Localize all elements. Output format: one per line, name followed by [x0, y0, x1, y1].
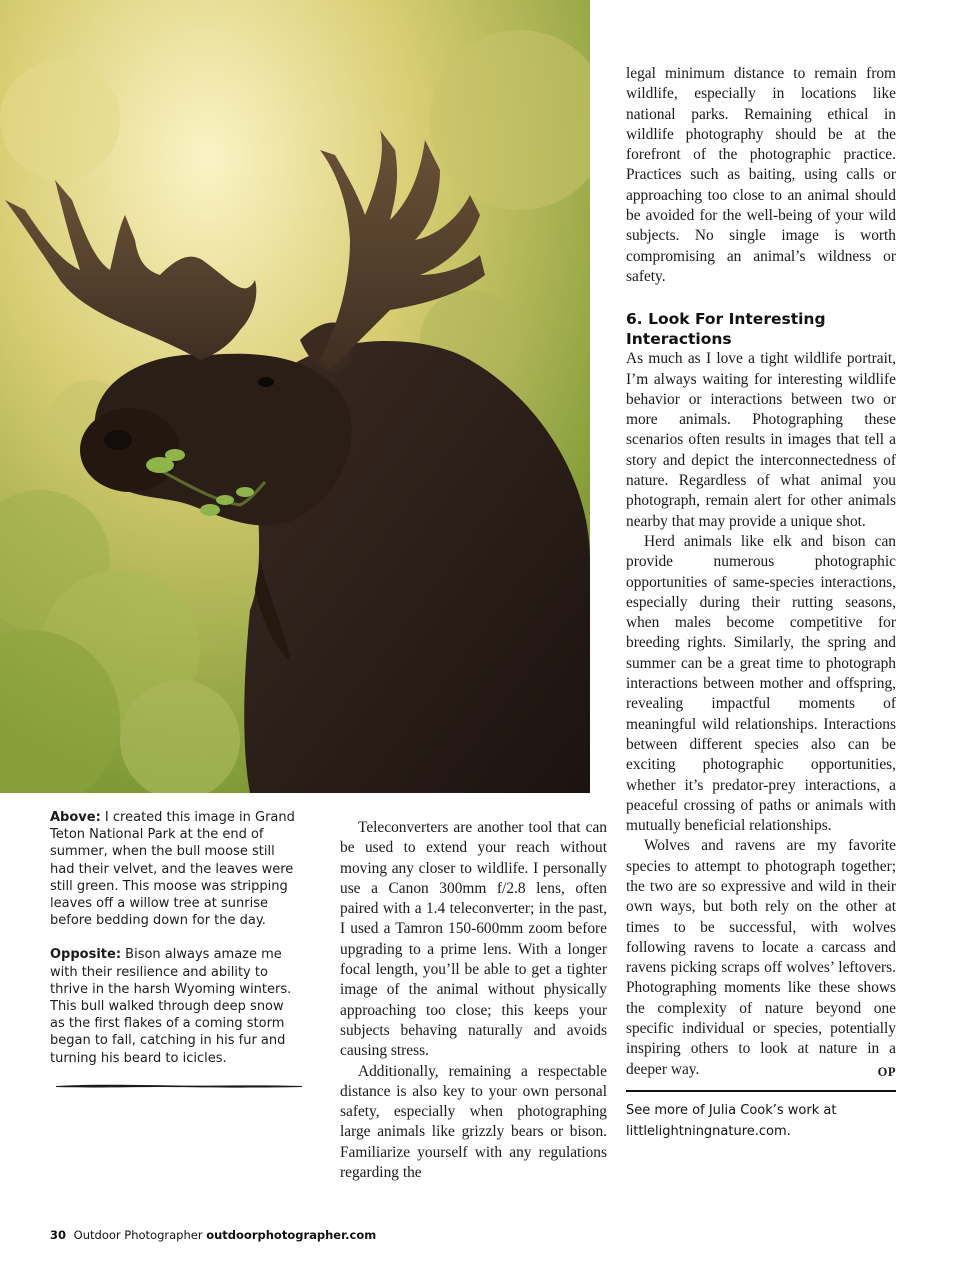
right-para-2: As much as I love a tight wildlife portrait, I’m always waiting for interesting wildlife behavior or interactions between two or more animals. Photographing these scenarios often results in images that tell a story and depict the interconnectedness of nature. Regardless of what animal you photograph, remain alert for other animals nearby that may provide a unique shot. [626, 350, 896, 530]
brush-divider [56, 1082, 302, 1090]
caption-opposite [50, 946, 300, 1066]
middle-column [340, 818, 607, 1183]
caption-above-label: Above: [50, 810, 101, 825]
see-more-credit: See more of Julia Cook’s work at littlelightningnature.com. [626, 1102, 837, 1139]
photo-captions [50, 809, 300, 1084]
right-para-1: legal minimum distance to remain from wildlife, especially in locations like national parks. Remaining ethical in wildlife photography should be at the forefront of the photographic practice. Practices such as baiting, using calls or approaching too close to an animal should be avoided for the well-being of your wild subjects. No single image is worth compromising an animal’s wildness or safety. [626, 65, 896, 285]
end-mark: OP [877, 1064, 896, 1079]
right-para-4-text: Wolves and ravens are my favorite species to attempt to photograph together; the two are so expressive and wild in their own ways, but both rely on the other at times to be successful, with wolves following ravens to locate a carcass and ravens picking scraps off wolves’ leftovers. Photographing moments like these shows the complexity of nature beyond one specific individual or species, potentially inspiring others to look at nature in a deeper way. [626, 837, 896, 1078]
closing-rule [626, 1090, 896, 1092]
middle-para-1: Teleconverters are another tool that can be used to extend your reach without moving any closer to wildlife. I personally use a Canon 300mm f/2.8 lens, often paired with a 1.4 teleconverter; in the past, I used a Tamron 150-600mm zoom before upgrading to a prime lens. With a longer focal length, you’ll be able to get a tighter image of the animal without physically approaching too close; this keeps your subjects behaving naturally and avoids causing stress. [340, 819, 607, 1060]
caption-above-text: I created this image in Grand Teton National Park at the end of summer, when the bull moose still had their velvet, and the leaves were still green. This moose was stripping leaves off a willow tree at sunrise before bedding down for the day. [50, 810, 295, 929]
page-number: 30 [50, 1228, 67, 1242]
website-url: outdoorphotographer.com [206, 1228, 377, 1242]
caption-opposite-label: Opposite: [50, 947, 122, 963]
caption-above [50, 809, 300, 929]
right-para-3: Herd animals like elk and bison can provide numerous photographic opportunities of same-species interactions, especially during their rutting seasons, when males become competitive for breeding rights. Similarly, the spring and summer can be a great time to photograph interactions between mother and offspring, revealing impactful moments of meaningful wild relationships. Interactions between different species also can be exciting photographic opportunities, whether it’s predator-prey interactions, a peaceful crossing of paths or animals with mutually beneficial relationships. [626, 532, 896, 835]
middle-para-2: Additionally, remaining a respectable distance is also key to your own personal safety, especially when photographing large animals like grizzly bears or bison. Familiarize yourself with any regulations regarding the [340, 1062, 607, 1182]
section-heading: 6. Look For Interesting Interactions [626, 310, 826, 349]
moose-photo [0, 0, 590, 793]
right-column [626, 64, 896, 1142]
moose-illustration [0, 0, 590, 793]
right-para-4 [626, 836, 896, 1080]
page-footer [50, 1228, 376, 1242]
magazine-name: Outdoor Photographer [73, 1228, 203, 1242]
caption-opposite-text: Bison always amaze me with their resilience and ability to thrive in the harsh Wyoming winters. This bull walked through deep snow as the first flakes of a coming storm began to fall, catching in his fur and turning his beard to icicles. [50, 947, 292, 1066]
